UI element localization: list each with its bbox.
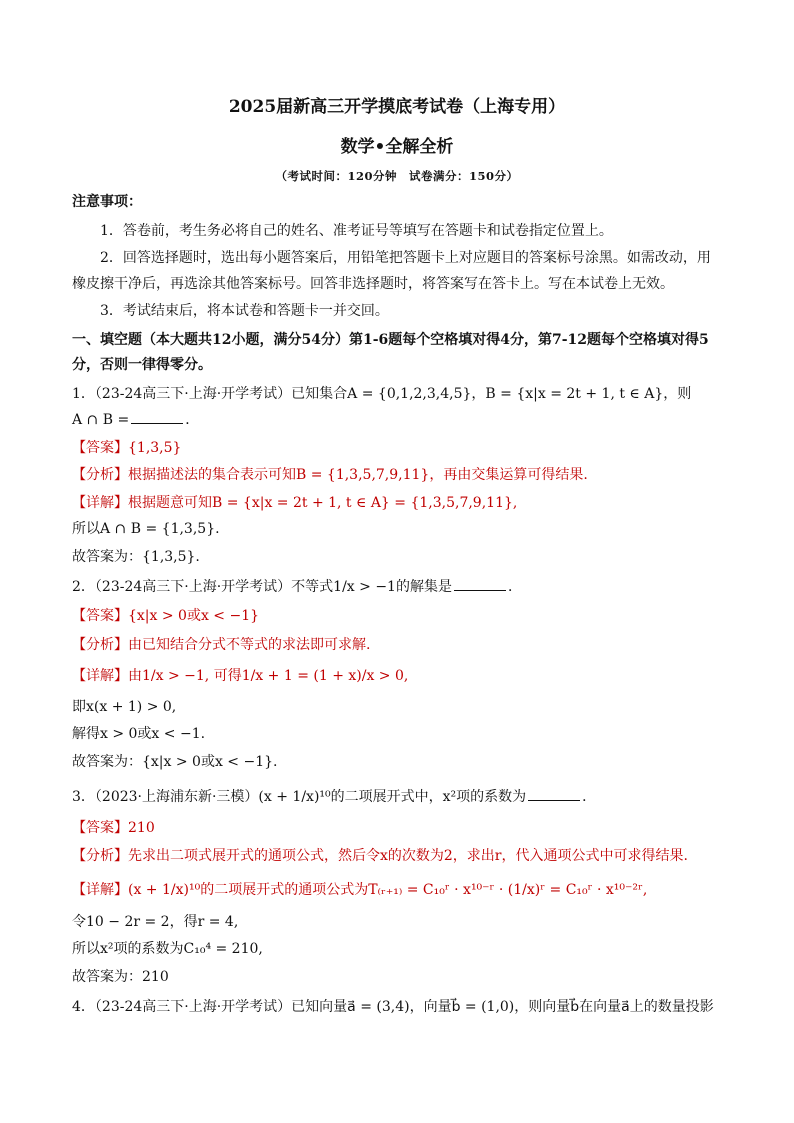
detail-tag: 【详解】: [72, 668, 128, 684]
q3-stem-text: 3．（2023·上海浦东新·三模）(x + 1/x)¹⁰的二项展开式中，x²项的系数为: [72, 789, 527, 805]
q2-detail-line3: 解得x > 0或x < −1.: [72, 726, 206, 742]
q2-detail-text: 由1/x > −1, 可得1/x + 1 = (1 + x)/x > 0,: [128, 668, 409, 684]
q3-answer: [72, 818, 732, 838]
analysis-tag: 【分析】: [72, 637, 128, 653]
q3-analysis-text: 先求出二项式展开式的通项公式，然后令x的次数为2，求出r，代入通项公式中可求得结果.: [128, 848, 688, 864]
answer-blank: [528, 788, 580, 801]
q3-stem: [72, 787, 732, 807]
q1-stem-line2: [72, 410, 732, 430]
q1-answer-value: {1,3,5}: [128, 440, 182, 456]
q2-stem-text: 2．（23-24高三下·上海·开学考试）不等式1/x > −1的解集是: [72, 579, 452, 595]
note-item-2: 2．回答选择题时，选出每小题答案后，用铅笔把答题卡上对应题目的答案标号涂黑。如需改动，用: [100, 250, 711, 266]
detail-tag: 【详解】: [72, 882, 128, 898]
q3-stem-end: ．: [582, 789, 597, 805]
answer-blank: [131, 411, 183, 424]
q1-detail: [72, 493, 732, 513]
q4-stem: 4．（23-24高三下·上海·开学考试）已知向量a⃗ = (3,4)，向量b⃗ = (1,0)，则向量b⃗在向量a⃗上的数量投影: [72, 999, 714, 1015]
q2-stem-end: ．: [507, 579, 522, 595]
exam-title: 2025届新高三开学摸底考试卷（上海专用）: [228, 97, 566, 117]
q3-detail-line3: 所以x²项的系数为C₁₀⁴ = 210,: [72, 941, 263, 957]
q1-analysis-text: 根据描述法的集合表示可知B = {1,3,5,7,9,11}，再由交集运算可得结果.: [128, 467, 588, 483]
section-heading-line2: 分，否则一律得零分。: [72, 357, 212, 373]
q3-answer-value: 210: [128, 820, 155, 836]
q1-detail-text: 根据题意可知B = {x|x = 2t + 1, t ∈ A} = {1,3,5,7,9,11},: [128, 495, 518, 511]
note-item-1: 1．答卷前，考生务必将自己的姓名、准考证号等填写在答题卡和试卷指定位置上。: [100, 223, 613, 239]
note-item-3: 3．考试结束后，将本试卷和答题卡一并交回。: [100, 303, 389, 319]
answer-tag: 【答案】: [72, 608, 128, 624]
q2-analysis: [72, 635, 732, 655]
q2-answer: [72, 606, 732, 626]
q1-detail-line2: 所以A ∩ B = {1,3,5}.: [72, 521, 220, 537]
q1-stem-expr: A ∩ B =: [72, 412, 130, 428]
note-item-2-cont: 橡皮擦干净后，再选涂其他答案标号。回答非选择题时，将答案写在答卡上。写在本试卷上无效。: [72, 276, 674, 292]
q2-detail-line2: 即x(x + 1) > 0,: [72, 699, 177, 715]
q3-analysis: [72, 846, 732, 866]
q1-stem-line1: 1．（23-24高三下·上海·开学考试）已知集合A = {0,1,2,3,4,5}，B = {x|x = 2t + 1, t ∈ A}，则: [72, 386, 692, 402]
q2-analysis-text: 由已知结合分式不等式的求法即可求解.: [128, 637, 371, 653]
section-heading-line1: 一、填空题（本大题共12小题，满分54分）第1-6题每个空格填对得4分，第7-12题每个空格填对得5: [72, 332, 709, 348]
q2-answer-value: {x|x > 0或x < −1}: [128, 608, 260, 624]
exam-meta: （考试时间：120分钟 试卷满分：150分）: [275, 169, 519, 183]
q2-detail: [72, 666, 732, 686]
answer-tag: 【答案】: [72, 440, 128, 456]
exam-subtitle: 数学•全解全析: [340, 137, 454, 157]
q2-detail-line4: 故答案为：{x|x > 0或x < −1}.: [72, 754, 278, 770]
analysis-tag: 【分析】: [72, 467, 128, 483]
q1-answer: [72, 438, 732, 458]
notes-heading: 注意事项：: [72, 194, 142, 210]
answer-blank: [454, 578, 506, 591]
q1-detail-line3: 故答案为：{1,3,5}.: [72, 549, 200, 565]
q3-detail: [72, 880, 732, 900]
q1-analysis: [72, 465, 732, 485]
q3-detail-line2: 令10 − 2r = 2，得r = 4,: [72, 914, 239, 930]
detail-tag: 【详解】: [72, 495, 128, 511]
q1-stem-end: ．: [185, 412, 200, 428]
answer-tag: 【答案】: [72, 820, 128, 836]
q3-detail-text: (x + 1/x)¹⁰的二项展开式的通项公式为T₍ᵣ₊₁₎ = C₁₀ʳ · x¹⁰⁻ʳ · (1/x)ʳ = C₁₀ʳ · x¹⁰⁻²ʳ,: [128, 882, 648, 898]
q2-stem: [72, 577, 732, 597]
analysis-tag: 【分析】: [72, 848, 128, 864]
q3-detail-line4: 故答案为：210: [72, 969, 169, 985]
